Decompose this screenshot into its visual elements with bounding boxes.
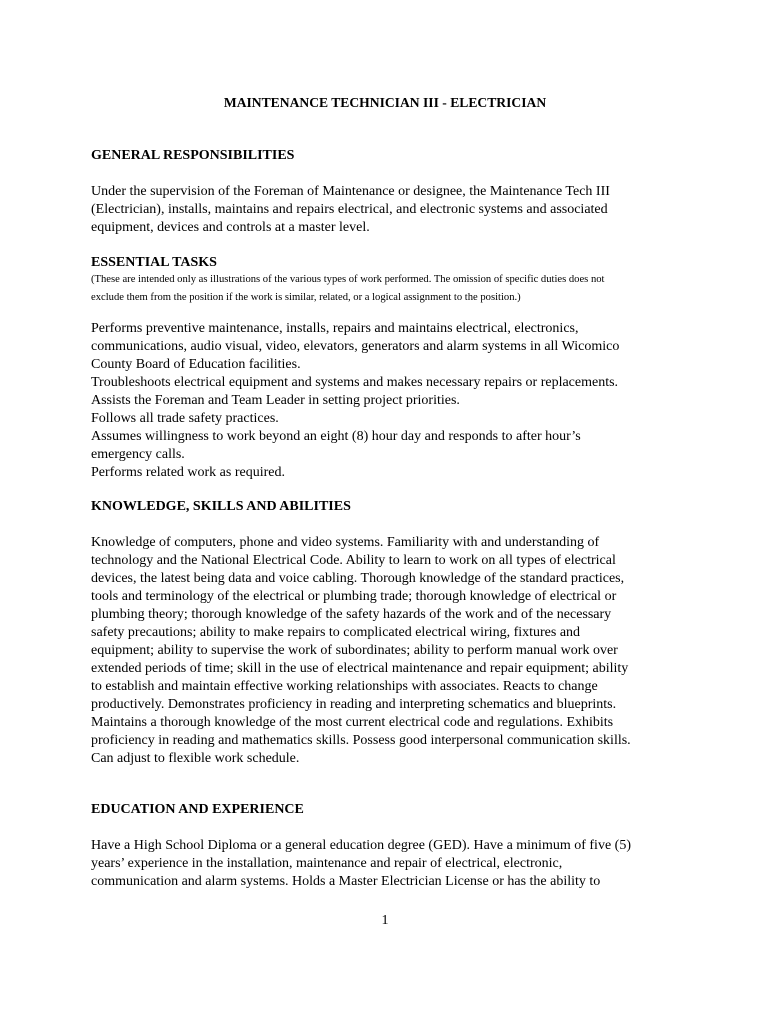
essential-tasks-note: (These are intended only as illustrations of the various types of work performed. The omission of specific duties does not exclude them from the position if the work is similar, related, or a logical assignment to the position.) [91, 274, 605, 303]
general-responsibilities-heading: GENERAL RESPONSIBILITIES [91, 148, 295, 163]
essential-tasks-heading: ESSENTIAL TASKS [91, 255, 217, 270]
document-title: MAINTENANCE TECHNICIAN III - ELECTRICIAN [223, 95, 547, 110]
education-experience-heading: EDUCATION AND EXPERIENCE [91, 802, 304, 817]
ksa-heading: KNOWLEDGE, SKILLS AND ABILITIES [91, 499, 351, 514]
general-responsibilities-text: Under the supervision of the Foreman of Maintenance or designee, the Maintenance Tech III (Electrician), installs, maintains and repairs electrical, and electronic systems and associated equipment, devices and controls at a master level. [91, 184, 610, 235]
essential-tasks-text: Performs preventive maintenance, installs, repairs and maintains electrical, electronics, communications, audio visual, video, elevators, generators and alarm systems in all Wicomico County Board of Education facilities. Troubleshoots electrical equipment and systems and makes necessary repairs or replacements. Assists the Foreman and Team Leader in setting project priorities. Follows all trade safety practices. Assumes willingness to work beyond an eight (8) hour day and responds to after hour’s emergency calls. Performs related work as required. [91, 321, 620, 480]
ksa-text: Knowledge of computers, phone and video systems. Familiarity with and understanding of technology and the National Electrical Code. Ability to learn to work on all types of electrical devices, the latest being data and voice cabling. Thorough knowledge of the standard practices, tools and terminology of the electrical or plumbing trade; thorough knowledge of electrical or plumbing theory; thorough knowledge of the safety hazards of the work and of the necessary safety precautions; ability to make repairs to complicated electrical wiring, fixtures and equipment; ability to supervise the work of subordinates; ability to perform manual work over extended periods of time; skill in the use of electrical maintenance and repair equipment; ability to establish and maintain effective working relationships with associates. Reacts to change productively. Demonstrates proficiency in reading and interpreting schematics and blueprints. Maintains a thorough knowledge of the most current electrical code and regulations. Exhibits proficiency in reading and mathematics skills. Possess good interpersonal communication skills. Can adjust to flexible work schedule. [91, 535, 631, 766]
education-experience-text: Have a High School Diploma or a general education degree (GED). Have a minimum of five (5) years’ experience in the installation, maintenance and repair of electrical, electronic, communication and alarm systems. Holds a Master Electrician License or has the ability to [91, 838, 631, 889]
page-number: 1 [381, 913, 389, 928]
